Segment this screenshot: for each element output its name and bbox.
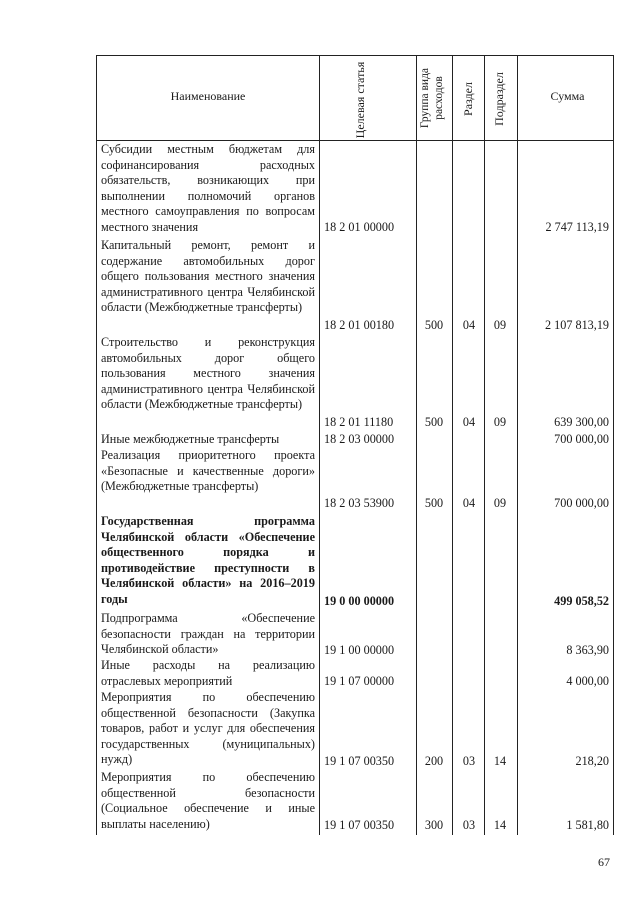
row-code: 19 1 07 00350 <box>324 818 395 832</box>
header-target <box>353 50 383 150</box>
row-subsection: 14 <box>493 818 507 832</box>
header-target-label: Целевая статья <box>353 61 367 139</box>
col-divider-subsection <box>484 55 485 835</box>
col-divider-target <box>319 55 320 835</box>
row-name: Мероприятия по обеспечению общественной безопасности (Социальное обеспечение и иные выплаты населению) <box>101 770 315 831</box>
row-code: 18 2 01 11180 <box>324 415 394 429</box>
row-code: 19 1 07 00000 <box>324 674 395 688</box>
row-code: 18 2 03 00000 <box>324 432 395 446</box>
row-code: 19 0 00 00000 <box>324 594 395 608</box>
row-section: 04 <box>462 496 476 510</box>
row-subsection: 09 <box>493 415 507 429</box>
row-section: 03 <box>462 754 476 768</box>
row-group: 500 <box>424 496 444 510</box>
row-group: 300 <box>424 818 444 832</box>
table-border-left <box>96 55 97 835</box>
row-name: Мероприятия по обеспечению общественной безопасности (Закупка товаров, работ и услуг для обеспечения государственных (муниципальных) нужд) <box>101 690 315 767</box>
header-section-label: Раздел <box>461 82 475 116</box>
page-number: 67 <box>598 855 610 869</box>
row-sum: 1 581,80 <box>566 818 609 832</box>
row-group: 200 <box>424 754 444 768</box>
header-sum: Сумма <box>550 89 585 103</box>
row-sum: 499 058,52 <box>554 594 609 608</box>
row-name: Субсидии местным бюджетам для софинансирования расходных обязательств, возникающих при выполнении полномочий органов местного самоуправления по вопросам местного значения <box>101 142 315 234</box>
row-group: 500 <box>424 415 444 429</box>
col-divider-sum <box>517 55 518 835</box>
row-sum: 700 000,00 <box>554 432 609 446</box>
row-name: Реализация приоритетного проекта «Безопасные и качественные дороги» (Межбюджетные трансферты) <box>101 448 315 494</box>
row-name: Государственная программа Челябинской области «Обеспечение общественного порядка и противодействие преступности в Челябинской области» на 2016–2019 годы <box>101 514 315 606</box>
row-code: 19 1 00 00000 <box>324 643 395 657</box>
row-sum: 700 000,00 <box>554 496 609 510</box>
table-border-right <box>613 55 614 835</box>
row-sum: 2 107 813,19 <box>545 318 609 332</box>
row-sum: 8 363,90 <box>566 643 609 657</box>
row-sum: 4 000,00 <box>566 674 609 688</box>
row-section: 03 <box>462 818 476 832</box>
row-group: 500 <box>424 318 444 332</box>
row-name: Иные межбюджетные трансферты <box>101 432 280 446</box>
header-subsection <box>492 59 508 139</box>
row-section: 04 <box>462 318 476 332</box>
header-group-label: Группа вида расходов <box>419 67 445 129</box>
header-subsection-label: Подраздел <box>492 72 506 126</box>
row-section: 04 <box>462 415 476 429</box>
row-subsection: 09 <box>493 318 507 332</box>
header-section <box>461 66 477 132</box>
header-name: Наименование <box>170 89 246 103</box>
row-name: Капитальный ремонт, ремонт и содержание автомобильных дорог общего пользования местного значения административного центра Челябинской области (Межбюджетные трансферты) <box>101 238 315 315</box>
row-subsection: 09 <box>493 496 507 510</box>
row-name: Строительство и реконструкция автомобильных дорог общего пользования местного значения административного центра Челябинской области (Межбюджетные трансферты) <box>101 335 315 412</box>
header-group <box>418 55 448 141</box>
row-sum: 2 747 113,19 <box>545 220 609 234</box>
row-name: Иные расходы на реализацию отраслевых мероприятий <box>101 658 315 688</box>
row-code: 18 2 01 00180 <box>324 318 395 332</box>
row-code: 19 1 07 00350 <box>324 754 395 768</box>
row-name: Подпрограмма «Обеспечение безопасности граждан на территории Челябинской области» <box>101 611 315 657</box>
row-sum: 639 300,00 <box>554 415 609 429</box>
row-sum: 218,20 <box>575 754 609 768</box>
col-divider-group <box>416 55 417 835</box>
row-subsection: 14 <box>493 754 507 768</box>
col-divider-section <box>452 55 453 835</box>
row-code: 18 2 01 00000 <box>324 220 395 234</box>
row-code: 18 2 03 53900 <box>324 496 395 510</box>
